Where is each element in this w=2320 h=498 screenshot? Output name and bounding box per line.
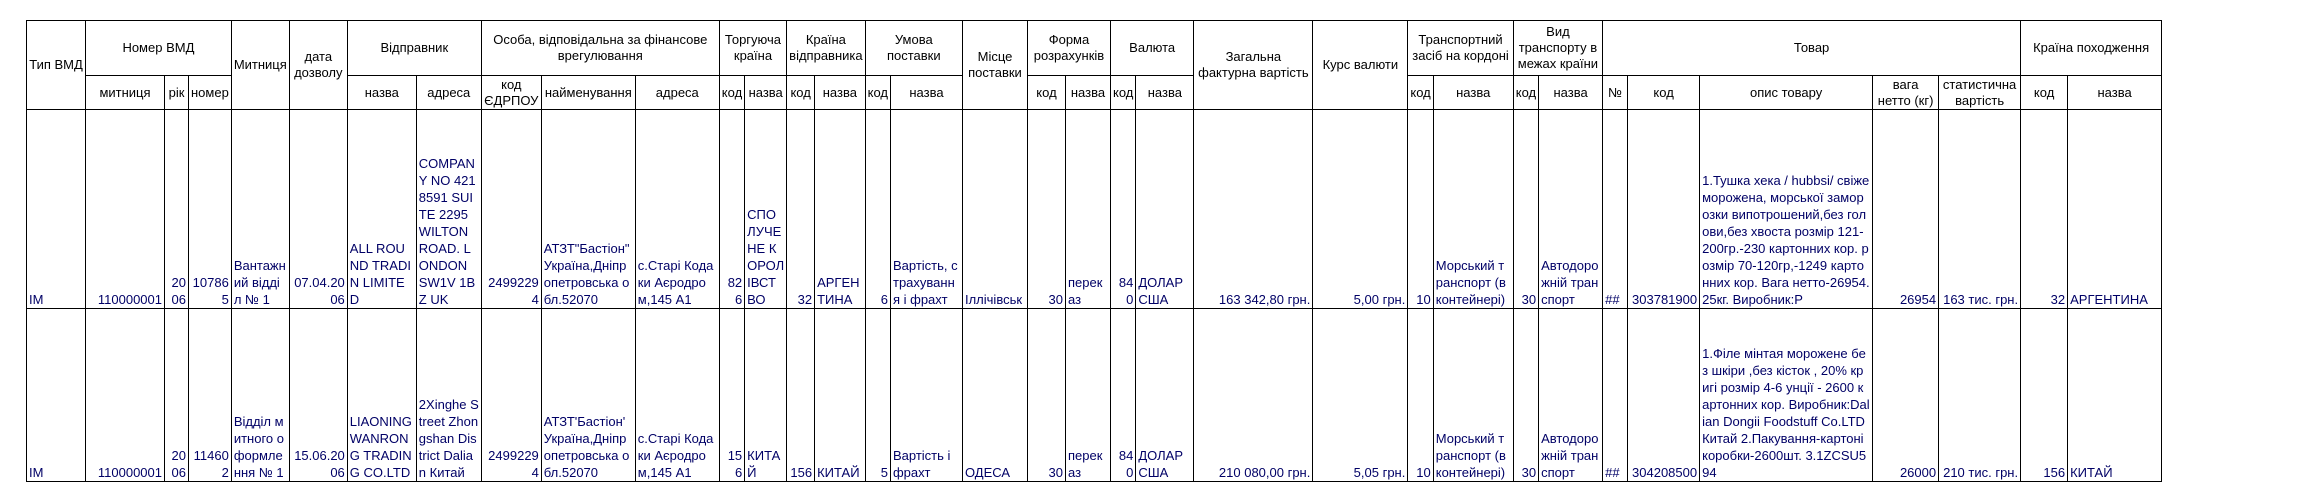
cell-kraina-nazva: АРГЕНТИНА <box>815 110 866 309</box>
subheader-vyd-nazva: назва <box>1539 76 1603 110</box>
cell-vyd-nazva: Автодорожній транспорт <box>1539 110 1603 309</box>
table-row[interactable] <box>27 309 2162 482</box>
cell-mistse: Іллічівськ <box>962 110 1027 309</box>
cell-torg-kod: 156 <box>719 309 744 482</box>
cell-data: 07.04.2006 <box>289 110 347 309</box>
header-tip-vmd: Тип ВМД <box>27 21 86 110</box>
header-mytnytsia: Митниця <box>231 21 289 110</box>
cell-osoba-naim: АТЗТ"Бастіон" Україна,Дніпропетровська обл.52070 <box>541 110 635 309</box>
cell-osoba-adresa: с.Старі Кодаки Аєродром,145 А1 <box>635 110 719 309</box>
subheader-stat: статистична вартість <box>1939 76 2021 110</box>
cell-tip: ІМ <box>27 110 86 309</box>
cell-kurs: 5,00 грн. <box>1313 110 1408 309</box>
cell-vidpr-adresa: 2Xinghe Street Zhongshan District Dalian Китай <box>416 309 481 482</box>
cell-pokh-nazva: АРГЕНТИНА <box>2068 110 2162 309</box>
cell-tovar-no: ## <box>1603 110 1628 309</box>
subheader-vidpr-nazva: назва <box>347 76 416 110</box>
subheader-vidpr-adresa: адреса <box>416 76 481 110</box>
cell-stat: 210 тис. грн. <box>1939 309 2021 482</box>
cell-valiuta-nazva: ДОЛАР США <box>1136 309 1194 482</box>
header-torg-kraina: Торгуюча країна <box>719 21 786 76</box>
cell-forma-kod: 30 <box>1027 309 1065 482</box>
subheader-kod-edrpou: код ЄДРПОУ <box>481 76 541 110</box>
cell-valiuta-kod: 840 <box>1110 309 1135 482</box>
subheader-nomer: номер <box>189 76 232 110</box>
subheader-pokh-nazva: назва <box>2068 76 2162 110</box>
header-vyd-transportu: Вид транспорту в межах країни <box>1513 21 1602 76</box>
header-osoba: Особа, відповідальна за фінансове врегулювання <box>481 21 719 76</box>
subheader-opys: опис товару <box>1700 76 1873 110</box>
cell-valiuta-nazva: ДОЛАР США <box>1136 110 1194 309</box>
subheader-pokh-kod: код <box>2021 76 2068 110</box>
table-row[interactable] <box>27 110 2162 309</box>
cell-forma-kod: 30 <box>1027 110 1065 309</box>
cell-kraina-nazva: КИТАЙ <box>815 309 866 482</box>
cell-torg-kod: 826 <box>719 110 744 309</box>
cell-kraina-kod: 156 <box>787 309 815 482</box>
subheader-tr-kod: код <box>1408 76 1433 110</box>
header-kurs: Курс валюти <box>1313 21 1408 110</box>
cell-mytnytsia-name: Відділ митного оформлення № 1 <box>231 309 289 482</box>
subheader-torg-kod: код <box>719 76 744 110</box>
cell-mytnytsia-kod: 110000001 <box>86 309 165 482</box>
cell-torg-nazva: КИТАЙ <box>745 309 787 482</box>
cell-nomer: 107865 <box>189 110 232 309</box>
subheader-vaga: вага нетто (кг) <box>1873 76 1939 110</box>
cell-pokh-kod: 156 <box>2021 309 2068 482</box>
subheader-tovar-no: № <box>1603 76 1628 110</box>
subheader-kraina-nazva: назва <box>815 76 866 110</box>
subheader-kraina-kod: код <box>787 76 815 110</box>
customs-declarations-table <box>26 20 2162 482</box>
cell-tovar-kod: 304208500 <box>1628 309 1700 482</box>
header-umova: Умова поставки <box>865 21 962 76</box>
header-data-dozvolu: дата дозволу <box>289 21 347 110</box>
subheader-valiuta-kod: код <box>1110 76 1135 110</box>
cell-osoba-adresa: с.Старі Кодаки Аєродром,145 А1 <box>635 309 719 482</box>
cell-vyd-nazva: Автодорожній транспорт <box>1539 309 1603 482</box>
cell-mistse: ОДЕСА <box>962 309 1027 482</box>
cell-vidpr-nazva: ALL ROUND TRADIN LIMITED <box>347 110 416 309</box>
header-kraina-vidpr: Країна відправника <box>787 21 865 76</box>
cell-umova-kod: 5 <box>865 309 890 482</box>
cell-pokh-nazva: КИТАЙ <box>2068 309 2162 482</box>
cell-rik: 2006 <box>165 309 189 482</box>
cell-valiuta-kod: 840 <box>1110 110 1135 309</box>
cell-umova-nazva: Вартість і фрахт <box>890 309 962 482</box>
subheader-osoba-adresa: адреса <box>635 76 719 110</box>
cell-rik: 2006 <box>165 110 189 309</box>
cell-vaga: 26000 <box>1873 309 1939 482</box>
cell-kurs: 5,05 грн. <box>1313 309 1408 482</box>
cell-forma-nazva: переказ <box>1065 309 1110 482</box>
cell-edrpou: 24992294 <box>481 110 541 309</box>
cell-edrpou: 24992294 <box>481 309 541 482</box>
subheader-torg-nazva: назва <box>745 76 787 110</box>
header-mistse: Місце поставки <box>962 21 1027 110</box>
subheader-tovar-kod: код <box>1628 76 1700 110</box>
subheader-naimenuvannia: найменування <box>541 76 635 110</box>
cell-umova-kod: 6 <box>865 110 890 309</box>
subheader-tr-nazva: назва <box>1433 76 1513 110</box>
cell-stat: 163 тис. грн. <box>1939 110 2021 309</box>
cell-forma-nazva: переказ <box>1065 110 1110 309</box>
cell-zagalna: 163 342,80 грн. <box>1194 110 1313 309</box>
cell-opys: 1.Філе мінтая морожене без шкіри ,без кісток , 20% кригі розмір 4-6 унції - 2600 картонних кор. Виробник:Dalian Dongii Foodstuff Co.LTD Китай 2.Пакування-картоні коробки-2600шт. 3.1ZCSU594 <box>1700 309 1873 482</box>
header-kraina-pokh: Країна походження <box>2021 21 2162 76</box>
subheader-umova-kod: код <box>865 76 890 110</box>
cell-kraina-kod: 32 <box>787 110 815 309</box>
subheader-mytnytsia: митниця <box>86 76 165 110</box>
subheader-vyd-kod: код <box>1513 76 1538 110</box>
subheader-umova-nazva: назва <box>890 76 962 110</box>
header-vidpravnyk: Відправник <box>347 21 481 76</box>
cell-data: 15.06.2006 <box>289 309 347 482</box>
cell-tr-kod: 10 <box>1408 110 1433 309</box>
header-transport-kordon: Транспортний засіб на кордоні <box>1408 21 1513 76</box>
cell-torg-nazva: СПОЛУЧЕНЕ КОРОЛІВСТВО <box>745 110 787 309</box>
cell-tovar-no: ## <box>1603 309 1628 482</box>
header-zagalna: Загальна фактурна вартість <box>1194 21 1313 110</box>
subheader-forma-nazva: назва <box>1065 76 1110 110</box>
subheader-forma-kod: код <box>1027 76 1065 110</box>
cell-umova-nazva: Вартість, страхування і фрахт <box>890 110 962 309</box>
cell-vidpr-nazva: LIAONING WANRONG TRADING CO.LTD <box>347 309 416 482</box>
cell-vidpr-adresa: COMPANY NO 4218591 SUITE 2295 WILTON ROAD. LONDON SW1V 1BZ UK <box>416 110 481 309</box>
cell-vyd-kod: 30 <box>1513 110 1538 309</box>
header-nomer-vmd: Номер ВМД <box>86 21 232 76</box>
cell-tr-nazva: Морський транспорт (в контейнері) <box>1433 309 1513 482</box>
subheader-rik: рік <box>165 76 189 110</box>
cell-osoba-naim: АТЗТ'Бастіон' Україна,Дніпропетровська обл.52070 <box>541 309 635 482</box>
subheader-valiuta-nazva: назва <box>1136 76 1194 110</box>
cell-mytnytsia-kod: 110000001 <box>86 110 165 309</box>
cell-vyd-kod: 30 <box>1513 309 1538 482</box>
cell-tip: ІМ <box>27 309 86 482</box>
cell-mytnytsia-name: Вантажний відділ № 1 <box>231 110 289 309</box>
header-forma: Форма розрахунків <box>1027 21 1110 76</box>
cell-vaga: 26954 <box>1873 110 1939 309</box>
cell-zagalna: 210 080,00 грн. <box>1194 309 1313 482</box>
cell-opys: 1.Тушка хека / hubbsi/ свіжеморожена, морської заморозки випотрошений,без голови,без хвоста розмір 121-200гр.-230 картонних кор. розмір 70-120гр,-1249 картонних кор. Вага нетто-26954.25кг. Виробник:Р <box>1700 110 1873 309</box>
cell-pokh-kod: 32 <box>2021 110 2068 309</box>
cell-tr-nazva: Морський транспорт (в контейнері) <box>1433 110 1513 309</box>
cell-tr-kod: 10 <box>1408 309 1433 482</box>
header-tovar: Товар <box>1603 21 2021 76</box>
header-valiuta: Валюта <box>1110 21 1193 76</box>
cell-nomer: 114602 <box>189 309 232 482</box>
cell-tovar-kod: 303781900 <box>1628 110 1700 309</box>
